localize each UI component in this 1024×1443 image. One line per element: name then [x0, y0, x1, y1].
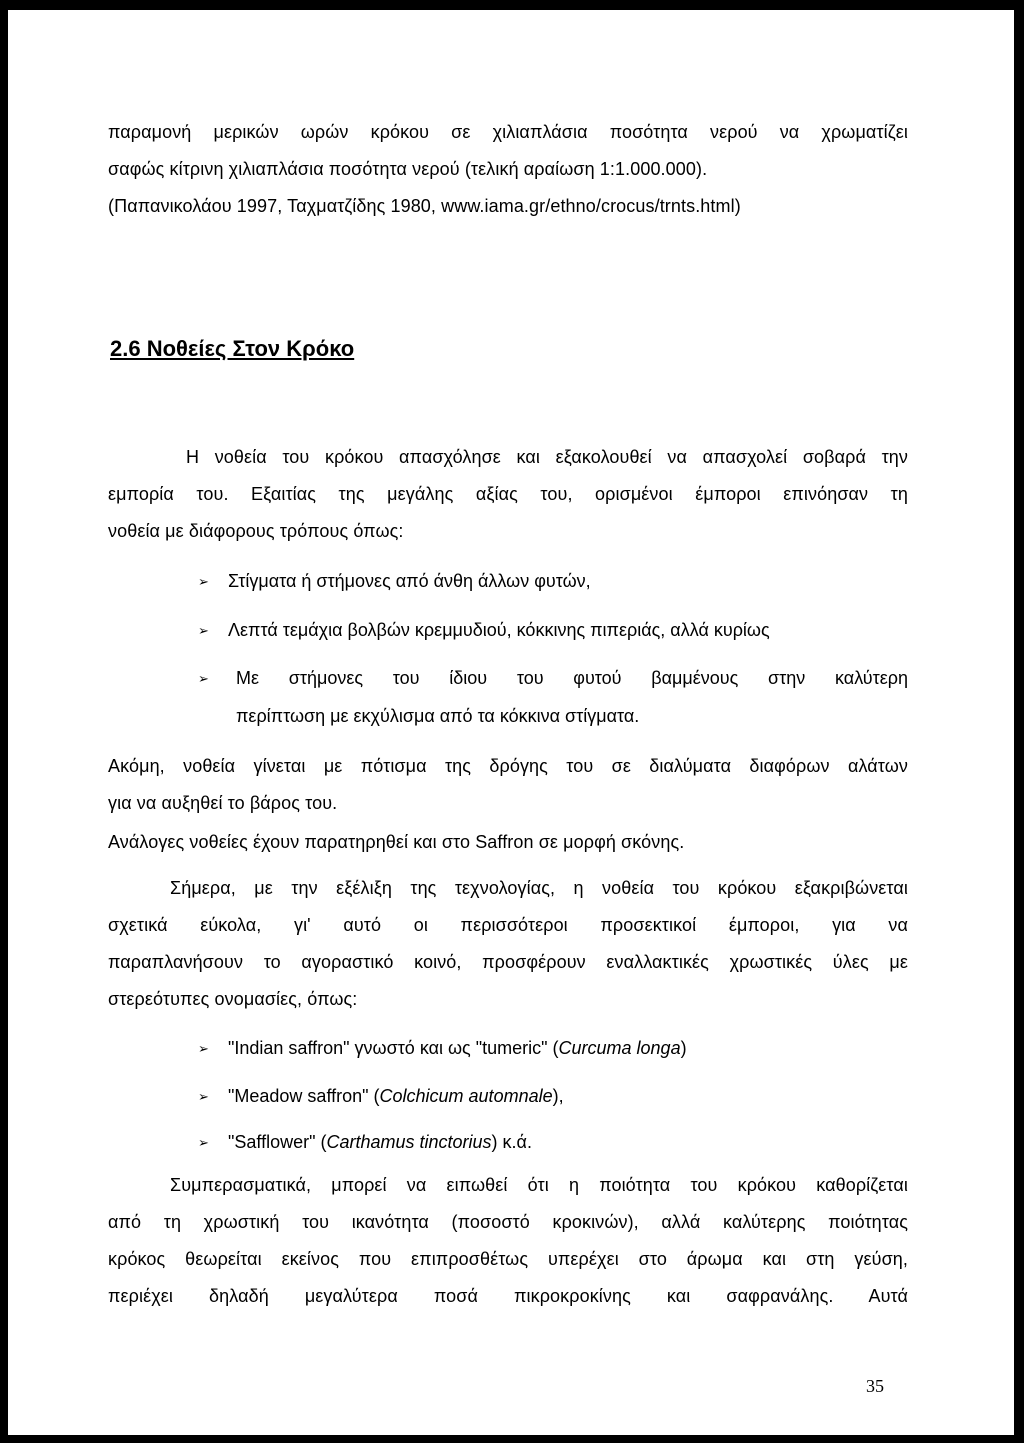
list-item	[198, 1030, 687, 1067]
intro-line-2: σαφώς κίτρινη χιλιαπλάσια ποσότητα νερού (τελική αραίωση 1:1.000.000).	[108, 159, 708, 179]
list-item-text: Με στήμονες του ίδιου του φυτού βαμμένους στην καλύτερη	[236, 668, 908, 688]
paragraph-4-line-3: παραπλανήσουν το αγοραστικό κοινό, προσφέρουν εναλλακτικές χρωστικές ύλες με	[108, 952, 908, 972]
alternative-suffix: ),	[552, 1086, 564, 1106]
latin-name: Colchicum automnale	[379, 1086, 553, 1106]
arrow-bullet-icon: ➢	[198, 574, 209, 589]
list-item	[198, 612, 770, 649]
paragraph-5-line-4: περιέχει δηλαδή μεγαλύτερα ποσά πικροκροκίνης και σαφρανάλης. Αυτά	[108, 1286, 908, 1306]
section-paragraph-line-1: Η νοθεία του κρόκου απασχόλησε και εξακολουθεί να απασχολεί σοβαρά την	[186, 447, 908, 467]
paragraph-3: Ανάλογες νοθείες έχουν παρατηρηθεί και στο Saffron σε μορφή σκόνης.	[108, 832, 685, 852]
list-item	[198, 660, 908, 697]
list-item	[198, 563, 591, 600]
list-item-continuation: περίπτωση με εκχύλισμα από τα κόκκινα στίγματα.	[236, 706, 640, 726]
paragraph-4-line-4: στερεότυπες ονομασίες, όπως:	[108, 989, 358, 1009]
paragraph-5-line-3: κρόκος θεωρείται εκείνος που επιπροσθέτως υπερέχει στο άρωμα και στη γεύση,	[108, 1249, 908, 1269]
document-page	[8, 10, 1014, 1435]
intro-citation: (Παπανικολάου 1997, Ταχματζίδης 1980, www.iama.gr/ethno/crocus/trnts.html)	[108, 196, 741, 216]
list-item	[198, 1124, 532, 1161]
latin-name: Carthamus tinctorius	[326, 1132, 492, 1152]
list-item-text: Λεπτά τεμάχια βολβών κρεμμυδιού, κόκκινης πιπεριάς, αλλά κυρίως	[228, 620, 770, 640]
page-number: 35	[866, 1376, 884, 1396]
latin-name: Curcuma longa	[558, 1038, 681, 1058]
section-paragraph-line-2: εμπορία του. Εξαιτίας της μεγάλης αξίας του, ορισμένοι έμποροι επινόησαν τη	[108, 484, 908, 504]
paragraph-2-line-2: για να αυξηθεί το βάρος του.	[108, 793, 338, 813]
paragraph-4-line-2: σχετικά εύκολα, γι' αυτό οι περισσότεροι προσεκτικοί έμποροι, για να	[108, 915, 908, 935]
intro-line-1: παραμονή μερικών ωρών κρόκου σε χιλιαπλάσια ποσότητα νερού να χρωματίζει	[108, 122, 908, 142]
arrow-bullet-icon: ➢	[198, 671, 209, 686]
list-item-text: Στίγματα ή στήμονες από άνθη άλλων φυτών,	[228, 571, 591, 591]
paragraph-5-line-2: από τη χρωστική του ικανότητα (ποσοστό κροκινών), αλλά καλύτερης ποιότητας	[108, 1212, 908, 1232]
alternative-suffix: )	[680, 1038, 687, 1058]
section-paragraph-line-3: νοθεία με διάφορους τρόπους όπως:	[108, 521, 404, 541]
alternative-suffix: ) κ.ά.	[491, 1132, 532, 1152]
alternative-name: "Meadow saffron" (	[228, 1086, 380, 1106]
alternative-name: "Indian saffron" γνωστό και ως "tumeric" (	[228, 1038, 559, 1058]
arrow-bullet-icon: ➢	[198, 623, 209, 638]
arrow-bullet-icon: ➢	[198, 1089, 209, 1104]
alternative-name: "Safflower" (	[228, 1132, 327, 1152]
list-item	[198, 1078, 564, 1115]
arrow-bullet-icon: ➢	[198, 1135, 209, 1150]
paragraph-2-line-1: Ακόμη, νοθεία γίνεται με πότισμα της δρόγης του σε διαλύματα διαφόρων αλάτων	[108, 756, 908, 776]
arrow-bullet-icon: ➢	[198, 1041, 209, 1056]
section-heading: 2.6 Νοθείες Στον Κρόκο	[110, 336, 355, 361]
paragraph-4-line-1: Σήμερα, με την εξέλιξη της τεχνολογίας, η νοθεία του κρόκου εξακριβώνεται	[170, 878, 908, 898]
paragraph-5-line-1: Συμπερασματικά, μπορεί να ειπωθεί ότι η ποιότητα του κρόκου καθορίζεται	[170, 1175, 908, 1195]
